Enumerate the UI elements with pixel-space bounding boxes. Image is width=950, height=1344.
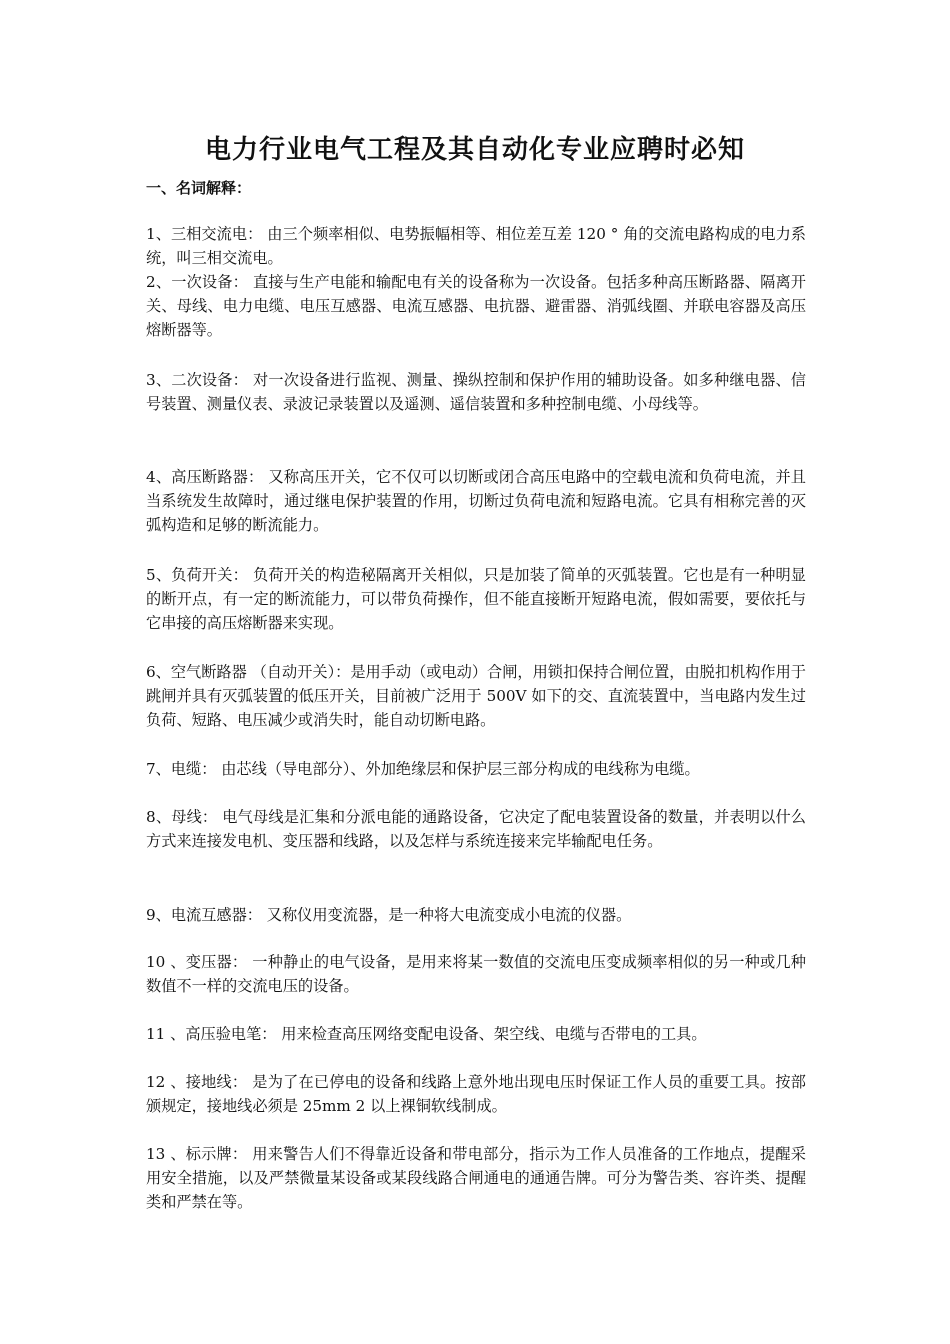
term-entry-3: 3、二次设备： 对一次设备进行监视、测量、操纵控制和保护作用的辅助设备。如多种继电器、信号装置、测量仪表、录波记录装置以及遥测、遥信装置和多种控制电缆、小母线等。 <box>146 371 806 413</box>
term-entry-10: 10 、变压器： 一种静止的电气设备，是用来将某一数值的交流电压变成频率相似的另一种或几种数值不一样的交流电压的设备。 <box>146 953 806 995</box>
term-entry-1: 1、三相交流电： 由三个频率相似、电势振幅相等、相位差互差 120 ° 角的交流电路构成的电力系统，叫三相交流电。 <box>146 225 806 267</box>
section-heading: 一、名词解释： <box>146 179 252 197</box>
term-entry-4: 4、高压断路器： 又称高压开关，它不仅可以切断或闭合高压电路中的空载电流和负荷电流，并且当系统发生故障时，通过继电保护装置的作用，切断过负荷电流和短路电流。它具有相称完善的灭弧构造和足够的断流能力。 <box>146 468 806 534</box>
document-title: 电力行业电气工程及其自动化专业应聘时必知 <box>204 135 745 165</box>
term-entry-5: 5、负荷开关： 负荷开关的构造秘隔离开关相似，只是加装了简单的灭弧装置。它也是有一种明显的断开点，有一定的断流能力，可以带负荷操作，但不能直接断开短路电流，假如需要，要依托与它串接的高压熔断器来实现。 <box>146 566 806 632</box>
term-entry-13: 13 、标示牌： 用来警告人们不得靠近设备和带电部分，指示为工作人员准备的工作地点，提醒采用安全措施，以及严禁微量某设备或某段线路合闸通电的通通告牌。可分为警告类、容许类、提醒类和严禁在等。 <box>146 1145 806 1211</box>
term-entry-11: 11 、高压验电笔： 用来检查高压网络变配电设备、架空线、电缆与否带电的工具。 <box>146 1025 707 1043</box>
term-entry-6: 6、空气断路器 （自动开关）：是用手动（或电动）合闸，用锁扣保持合闸位置，由脱扣机构作用于跳闸并具有灭弧装置的低压开关，目前被广泛用于 500V 如下的交、直流装置中，当电路内发生过负荷、短路、电压减少或消失时，能自动切断电路。 <box>146 663 806 729</box>
term-entry-9: 9、电流互感器： 又称仪用变流器，是一种将大电流变成小电流的仪器。 <box>146 906 632 924</box>
term-entry-7: 7、电缆： 由芯线（导电部分）、外加绝缘层和保护层三部分构成的电线称为电缆。 <box>146 760 700 778</box>
term-entry-12: 12 、接地线： 是为了在已停电的设备和线路上意外地出现电压时保证工作人员的重要工具。按部颁规定，接地线必须是 25mm 2 以上裸铜软线制成。 <box>146 1073 806 1115</box>
term-entry-8: 8、母线： 电气母线是汇集和分派电能的通路设备，它决定了配电装置设备的数量，并表明以什么方式来连接发电机、变压器和线路，以及怎样与系统连接来完毕输配电任务。 <box>146 808 806 850</box>
term-entry-2: 2、一次设备： 直接与生产电能和输配电有关的设备称为一次设备。包括多种高压断路器、隔离开关、母线、电力电缆、电压互感器、电流互感器、电抗器、避雷器、消弧线圈、并联电容器及高压熔断器等。 <box>146 273 806 339</box>
